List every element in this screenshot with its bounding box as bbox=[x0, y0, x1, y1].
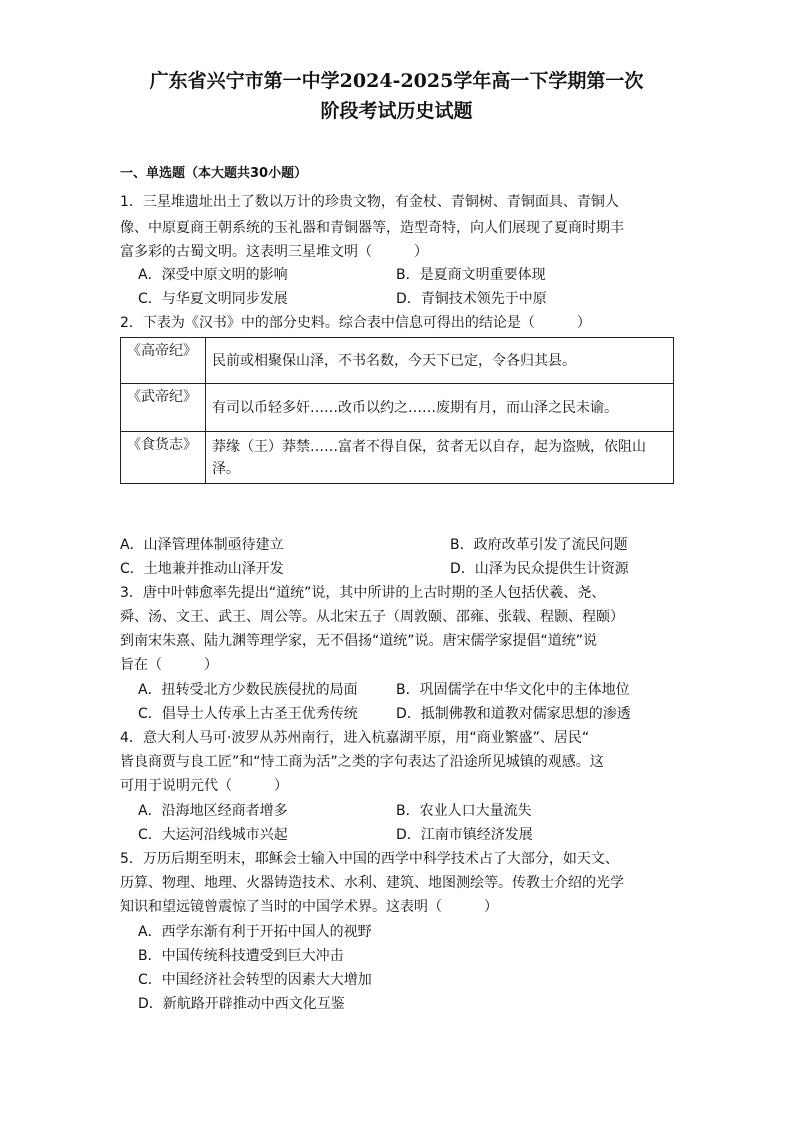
table-text-cell: 有司以币轻多奸……改币以约之……废期有月，而山泽之民未谕。 bbox=[206, 384, 674, 432]
q5-option-d[interactable]: D．新航路开辟推动中西文化互鉴 bbox=[138, 996, 345, 1012]
q4-stem-line: 4．意大利人马可·波罗从苏州南行，进入杭嘉湖平原，用“商业繁盛”、居民“ bbox=[120, 730, 590, 746]
table-text-cell: 民前或相聚保山泽，不书名数，今天下已定，令各归其县。 bbox=[206, 338, 674, 384]
q3-stem-line: 到南宋朱熹、陆九渊等理学家，无不倡扬“道统”说。唐宋儒学家提倡“道统”说 bbox=[120, 633, 598, 649]
q1-stem-line: 像、中原夏商王朝系统的玉礼器和青铜器等，造型奇特，向人们展现了夏商时期丰 bbox=[120, 220, 624, 236]
q3-option-d[interactable]: D．抵制佛教和道教对儒家思想的渗透 bbox=[396, 706, 631, 722]
q1-stem-line: 富多彩的古蜀文明。这表明三星堆文明（ ） bbox=[120, 244, 428, 260]
q2-option-b[interactable]: B．政府改革引发了流民问题 bbox=[450, 537, 628, 553]
q2-option-a[interactable]: A．山泽管理体制亟待建立 bbox=[120, 537, 284, 553]
q1-option-b[interactable]: B．是夏商文明重要体现 bbox=[396, 267, 546, 283]
table-row bbox=[121, 338, 674, 384]
q4-stem-line: 皆良商贾与良工匠”和“恃工商为活”之类的字句表达了沿途所见城镇的观感。这 bbox=[120, 754, 604, 770]
q4-option-b[interactable]: B．农业人口大量流失 bbox=[396, 803, 532, 819]
q2-stem: 2．下表为《汉书》中的部分史料。综合表中信息可得出的结论是（ ） bbox=[120, 315, 591, 331]
table-source-cell: 《高帝纪》 bbox=[121, 338, 206, 384]
q5-option-a[interactable]: A．西学东渐有利于开拓中国人的视野 bbox=[138, 924, 372, 940]
section-heading: 一、单选题（本大题共30小题） bbox=[120, 166, 308, 181]
q5-option-c[interactable]: C．中国经济社会转型的因素大大增加 bbox=[138, 972, 372, 988]
q3-stem-line: 舜、汤、文王、武王、周公等。从北宋五子（周敦颐、邵雍、张载、程颢、程颐） bbox=[120, 609, 624, 625]
exam-title-line1: 广东省兴宁市第一中学2024-2025学年高一下学期第一次 bbox=[149, 70, 644, 92]
table-text-cell: 莽缘（王）莽禁……富者不得自保，贫者无以自存，起为盗贼，依阻山泽。 bbox=[206, 432, 674, 484]
table-row bbox=[121, 384, 674, 432]
table-row bbox=[121, 432, 674, 484]
table-source-cell: 《食货志》 bbox=[121, 432, 206, 484]
q5-stem-line: 知识和望远镜曾震惊了当时的中国学术界。这表明（ ） bbox=[120, 899, 498, 915]
q5-option-b[interactable]: B．中国传统科技遭受到巨大冲击 bbox=[138, 948, 344, 964]
q4-option-d[interactable]: D．江南市镇经济发展 bbox=[396, 827, 533, 843]
source-table bbox=[120, 337, 674, 484]
q5-stem-line: 历算、物理、地理、火器铸造技术、水利、建筑、地图测绘等。传教士介绍的光学 bbox=[120, 875, 624, 891]
q3-stem-line: 3．唐中叶韩愈率先提出“道统”说，其中所讲的上古时期的圣人包括伏羲、尧、 bbox=[120, 585, 606, 601]
q3-option-a[interactable]: A．扭转受北方少数民族侵扰的局面 bbox=[138, 682, 358, 698]
q4-stem-line: 可用于说明元代（ ） bbox=[120, 778, 288, 794]
q5-stem-line: 5．万历后期至明末，耶稣会士输入中国的西学中科学技术占了大部分，如天文、 bbox=[120, 851, 619, 867]
q1-stem-line: 1．三星堆遗址出土了数以万计的珍贵文物，有金杖、青铜树、青铜面具、青铜人 bbox=[120, 194, 619, 210]
q3-option-c[interactable]: C．倡导士人传承上古圣王优秀传统 bbox=[138, 706, 358, 722]
q4-option-a[interactable]: A．沿海地区经商者增多 bbox=[138, 803, 288, 819]
q2-option-c[interactable]: C．土地兼并推动山泽开发 bbox=[120, 561, 284, 577]
q2-option-d[interactable]: D．山泽为民众提供生计资源 bbox=[450, 561, 629, 577]
exam-title-line2: 阶段考试历史试题 bbox=[320, 100, 473, 122]
q1-option-a[interactable]: A．深受中原文明的影响 bbox=[138, 267, 288, 283]
q4-option-c[interactable]: C．大运河沿线城市兴起 bbox=[138, 827, 288, 843]
q1-option-d[interactable]: D．青铜技术领先于中原 bbox=[396, 291, 547, 307]
q1-option-c[interactable]: C．与华夏文明同步发展 bbox=[138, 291, 288, 307]
q3-option-b[interactable]: B．巩固儒学在中华文化中的主体地位 bbox=[396, 682, 630, 698]
table-source-cell: 《武帝纪》 bbox=[121, 384, 206, 432]
q3-stem-line: 旨在（ ） bbox=[120, 657, 218, 673]
